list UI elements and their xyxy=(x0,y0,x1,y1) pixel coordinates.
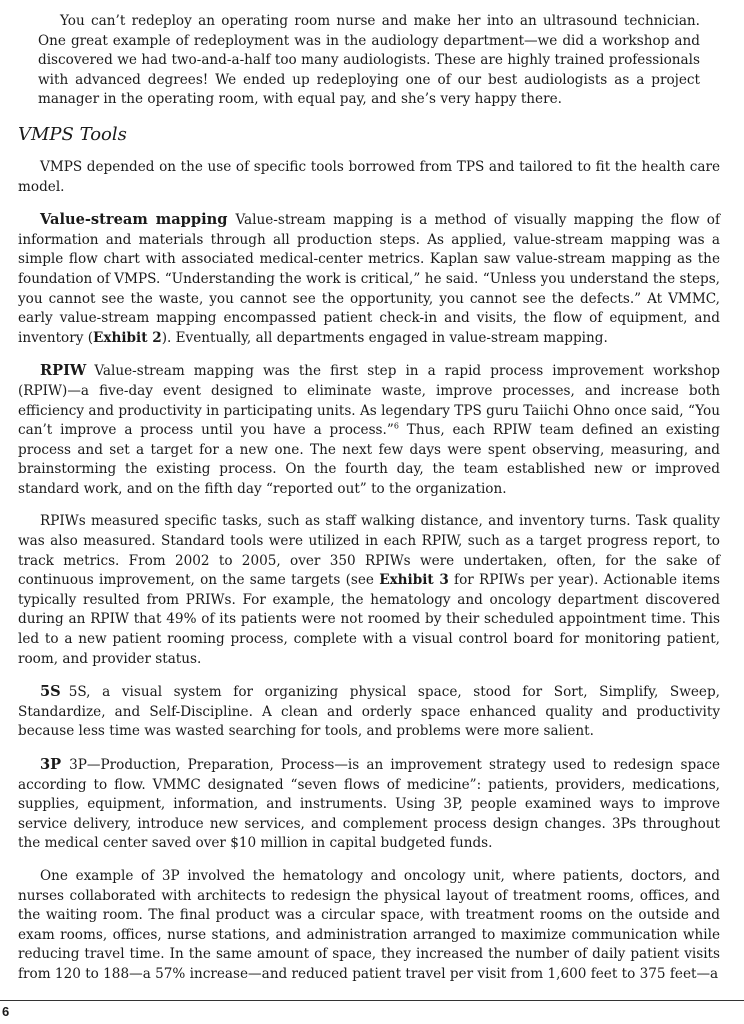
exhibit-2-reference: Exhibit 2 xyxy=(93,329,162,346)
rpiw-measures-text: RPIWs measured specific tasks, such as staff walking distance, and inventory turns. Task quality was also measured. Standard tools were utilized in each RPIW, such as a target progress report, to track metrics. From 2002 to 2005, over 350 RPIWs were undertaken, often, for the sake of continuous improvement, on the same targets (see xyxy=(18,513,720,589)
five-s-heading: 5S xyxy=(40,683,61,701)
footnote-marker: 6 xyxy=(393,421,399,431)
example-paragraph: One example of 3P involved the hematology and oncology unit, where patients, doctors, and nurses collaborated with architects to redesign the physical layout of treatment rooms, offices, and the waiting room. The final product was a circular space, with treatment rooms on the outside and exam rooms, offices, nurse stations, and administration arranged to maximize communication while reducing travel time. In the same amount of space, they increased the number of daily patient visits from 120 to 188—a 57% increase—and reduced patient travel per visit from 1,600 feet to 375 feet—a xyxy=(18,867,720,982)
quote-text: You can’t redeploy an operating room nurse and make her into an ultrasound technician. One great example of redeployment was in the audiology department—we did a workshop and discovered we had two-and-a-half too many audiologists. These are highly trained professionals with advanced degrees! We ended up redeploying one of our best audiologists as a project manager in the operating room, with equal pay, and she’s very happy there. xyxy=(38,13,700,108)
rpiw-text: Value-stream mapping was the first step in a rapid process improvement workshop (RPIW)—a five-day event designed to eliminate waste, improve processes, and increase both efficiency and productivity in participating units. As legendary TPS guru Taiichi Ohno once said, “You can’t improve a process until you have a process.” xyxy=(18,363,720,439)
quote-paragraph xyxy=(38,12,700,110)
section-title: VMPS Tools xyxy=(18,123,127,145)
vsm-paragraph xyxy=(18,210,720,348)
three-p-heading: 3P xyxy=(40,756,62,773)
three-p-text: 3P—Production, Preparation, Process—is an improvement strategy used to redesign space according to flow. VMMC designated “seven flows of medicine”: patients, providers, medications, supplies, equipment, information, and instruments. Using 3P, people examined ways to improve service delivery, introduce new services, and complement process design changes. 3Ps throughout the medical center saved over $10 million in capital budgeted funds. xyxy=(18,757,720,852)
rpiw-text-end: Thus, each RPIW team defined an existing process and set a target for a new one. The next few days were spent observing, measuring, and brainstorming the existing process. On the fourth day, the team established new or improved standard work, and on the fifth day “reported out” to the organization. xyxy=(18,422,721,497)
rpiw-paragraph xyxy=(18,361,720,499)
vsm-text-end: ). Eventually, all departments engaged in value-stream mapping. xyxy=(161,329,608,346)
three-p-paragraph xyxy=(18,755,720,854)
intro-paragraph: VMPS depended on the use of specific tools borrowed from TPS and tailored to fit the health care model. xyxy=(18,158,720,195)
rpiw-heading: RPIW xyxy=(40,362,87,380)
rpiw-measures-paragraph xyxy=(18,512,720,669)
footer-divider xyxy=(0,1000,744,1001)
vsm-heading: Value-stream mapping xyxy=(40,211,228,229)
five-s-paragraph xyxy=(18,682,720,742)
document-page xyxy=(18,12,720,985)
page-number: 6 xyxy=(2,1004,10,1019)
vsm-text: Value-stream mapping is a method of visually mapping the flow of information and materials through all production steps. As applied, value-stream mapping was a simple flow chart with associated medical-center metrics. Kaplan saw value-stream mapping as the foundation of VMPS. “Understanding the work is critical,” he said. “Unless you understand the steps, you cannot see the waste, you cannot see the opportunity, you cannot see the defects.” At VMMC, early value-stream mapping encompassed patient check-in and visits, the flow of equipment, and inventory ( xyxy=(18,212,720,346)
exhibit-3-reference: Exhibit 3 xyxy=(379,572,449,589)
rpiw-measures-text-end: for RPIWs per year). Actionable items typically resulted from PRIWs. For example, the hematology and oncology department discovered during an RPIW that 49% of its patients were not roomed by their scheduled appointment time. This led to a new patient rooming process, complete with a visual control board for monitoring patient, room, and provider status. xyxy=(18,572,721,667)
five-s-text: 5S, a visual system for organizing physical space, stood for Sort, Simplify, Sweep, Standardize, and Self-Discipline. A clean and orderly space enhanced quality and productivity because less time was wasted searching for tools, and problems were more salient. xyxy=(18,684,720,740)
